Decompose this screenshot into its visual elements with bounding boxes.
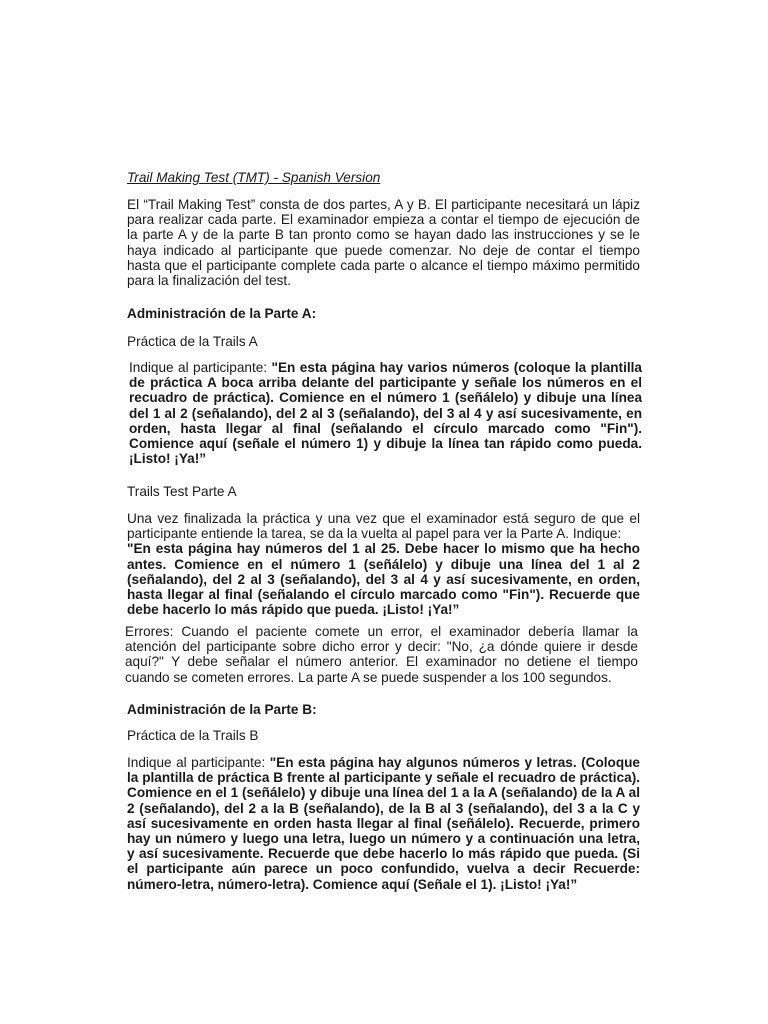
part-b-heading: Administración de la Parte B: — [127, 702, 317, 717]
document-title: Trail Making Test (TMT) - Spanish Version — [127, 170, 381, 185]
part-a-test-instructions — [127, 511, 640, 617]
intro-paragraph: El “Trail Making Test” consta de dos partes, A y B. El participante necesitará un lápiz para realizar cada parte. El examinador empieza a contar el tiempo de ejecución de la parte A y de la parte B tan pronto como se hayan dado las instrucciones y se le haya indicado al participante que puede comenzar. No deje de contar el tiempo hasta que el participante complete cada parte o alcance el tiempo máximo permitido para la finalización del test. — [127, 197, 640, 289]
part-b-practice-lead: Indique al participante: — [127, 755, 270, 770]
part-a-practice-instructions — [129, 360, 642, 466]
part-a-practice-quote: "En esta página hay varios números (coloque la plantilla de práctica A boca arriba delante del participante y señale los números en el recuadro de práctica). Comience en el número 1 (señálelo) y dibuje una línea del 1 al 2 (señalando), del 2 al 3 (señalando), del 3 al 4 y así sucesivamente, en orden, hasta llegar al final (señalando el círculo marcado como "Fin"). Comience aquí (señale el número 1) y dibuje la línea tan rápido como pueda. ¡Listo! ¡Ya!” — [129, 360, 642, 467]
part-a-practice-lead: Indique al participante: — [129, 360, 272, 375]
part-a-test-quote: "En esta página hay números del 1 al 25. Debe hacer lo mismo que ha hecho antes. Comience en el número 1 (señálelo) y dibuje una línea del 1 al 2 (señalando), del 2 al 3 (señalando), del 3 al 4 y así sucesivamente, en orden, hasta llegar al final (señalando el círculo marcado como "Fin"). Recuerde que debe hacerlo lo más rápido que pueda. ¡Listo! ¡Ya!” — [127, 541, 640, 618]
part-b-practice-quote: "En esta página hay algunos números y letras. (Coloque la plantilla de práctica B frente al participante y señale el recuadro de práctica). Comience en el 1 (señálelo) y dibuje una línea del 1 a la A (señalando) de la A al 2 (señalando), del 2 a la B (señalando), de la B al 3 (señalando), del 3 a la C y así sucesivamente en orden hasta llegar al final (señálelo). Recuerde, primero hay un número y luego una letra, luego un número y a continuación una letra, y así sucesivamente. Recuerde que debe hacerlo lo más rápido que pueda. (Si el participante aún parece un poco confundido, vuelva a decir Recuerde: número-letra, número-letra). Comience aquí (Señale el 1). ¡Listo! ¡Ya!” — [127, 755, 640, 892]
part-b-practice-heading: Práctica de la Trails B — [127, 728, 259, 743]
part-a-heading: Administración de la Parte A: — [127, 306, 317, 321]
part-a-test-heading: Trails Test Parte A — [127, 484, 237, 499]
part-a-practice-heading: Práctica de la Trails A — [127, 334, 258, 349]
part-a-test-lead: Una vez finalizada la práctica y una vez que el examinador está seguro de que el participante entiende la tarea, se da la vuelta al papel para ver la Parte A. Indique: — [127, 511, 640, 542]
part-b-practice-instructions — [127, 755, 640, 892]
part-a-errors-paragraph: Errores: Cuando el paciente comete un error, el examinador debería llamar la atención del participante sobre dicho error y decir: "No, ¿a dónde quiere ir desde aquí?" Y debe señalar el número anterior. El examinador no detiene el tiempo cuando se cometen errores. La parte A se puede suspender a los 100 segundos. — [125, 624, 638, 685]
